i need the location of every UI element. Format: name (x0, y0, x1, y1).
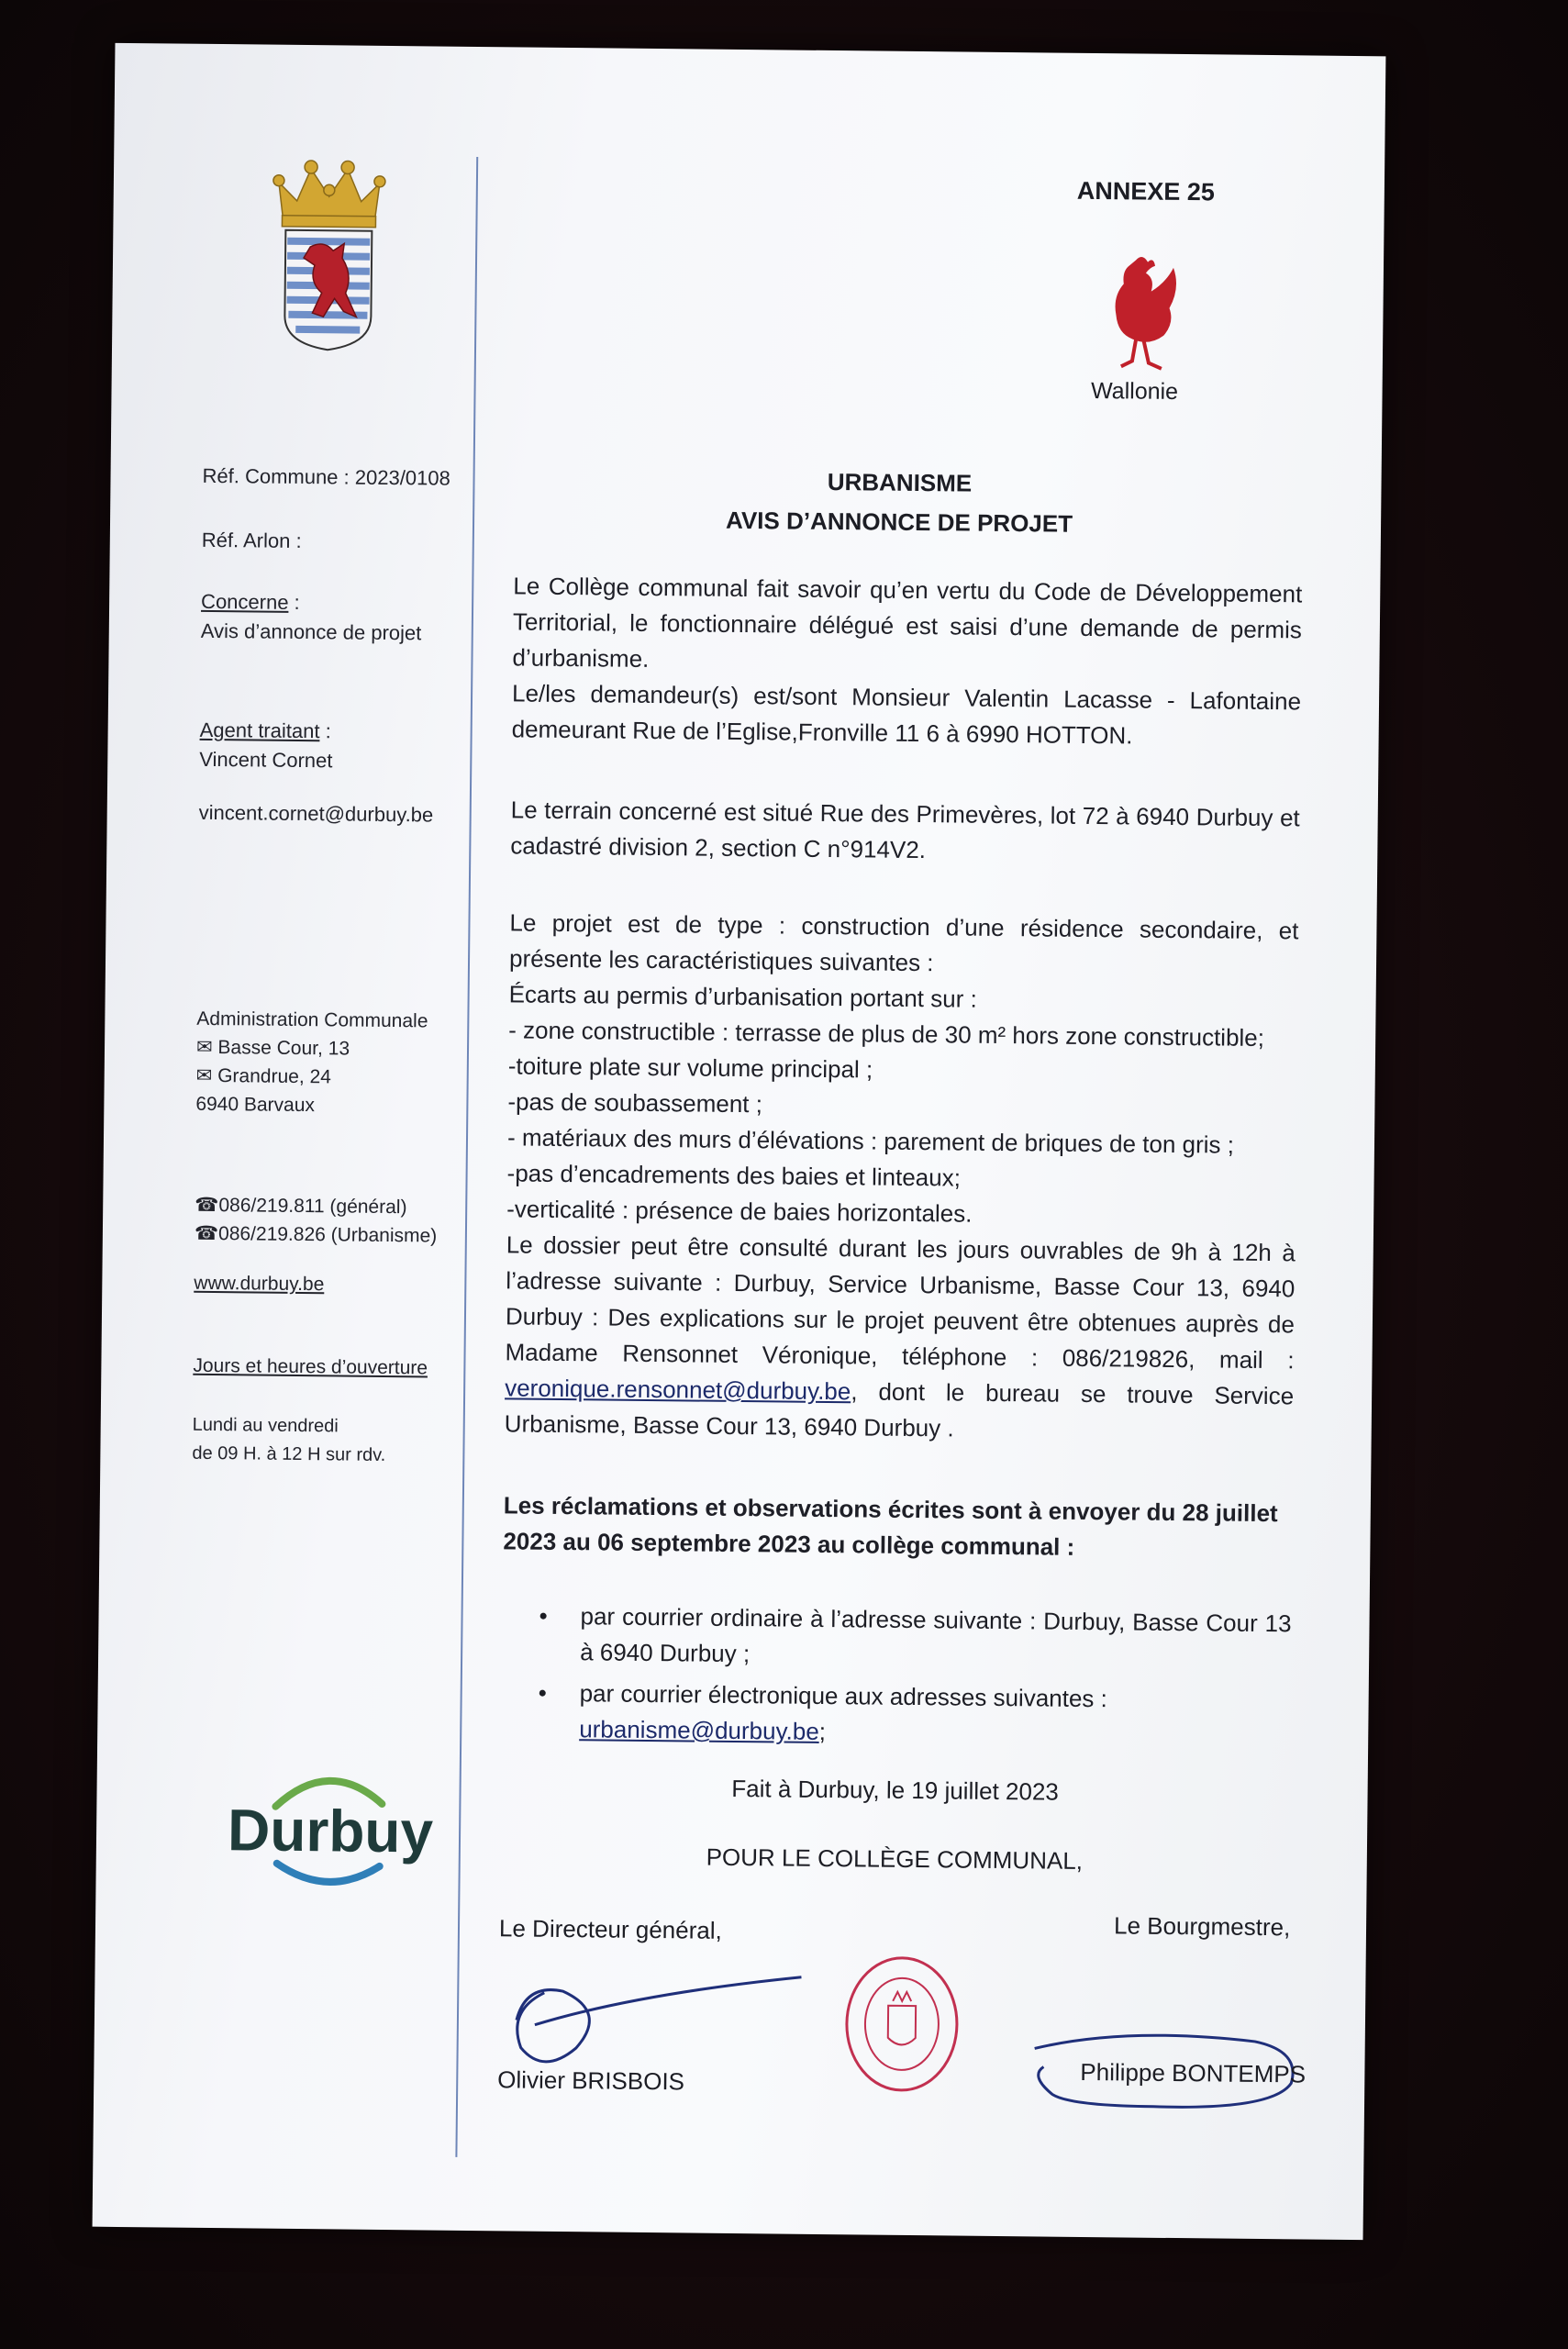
hours-title: Jours et heures d’ouverture (193, 1354, 428, 1379)
list-item: - matériaux des murs d’élévations : parement de briques de ton gris ; (506, 1123, 1235, 1159)
list-item: -pas d’encadrements des baies et linteaux; (506, 1159, 962, 1192)
mayor-title: Le Bourgmestre, (1113, 1911, 1291, 1942)
list-item: • par courrier électronique aux adresses suivantes : urbanisme@durbuy.be; (538, 1678, 1108, 1746)
logo-arcs-icon (219, 1760, 441, 1900)
list-item: • par courrier ordinaire à l’adresse suivante : Durbuy, Basse Cour 13 à 6940 Durbuy ; (539, 1601, 1292, 1668)
list-item: -toiture plate sur volume principal ; (507, 1052, 873, 1084)
director-name: Olivier BRISBOIS (497, 2065, 685, 2096)
contact-bullets (538, 1598, 1292, 1755)
admin-title: Administration Communale (196, 1008, 428, 1032)
envelope-icon: ✉ (195, 1064, 213, 1086)
director-title: Le Directeur général, (498, 1914, 722, 1944)
title-urbanisme: URBANISME (827, 467, 973, 497)
list-item: - zone constructible : terrasse de plus de 30 m² hors zone constructible; (508, 1016, 1265, 1052)
address-city: 6940 Barvaux (195, 1093, 316, 1117)
phone-urbanisme: ☎086/219.826 (Urbanisme) (194, 1222, 438, 1247)
durbuy-logo (219, 1760, 441, 1900)
logo-text: Durbuy (227, 1797, 434, 1865)
website-link[interactable]: www.durbuy.be (194, 1272, 325, 1296)
email-link-rensonnet[interactable]: veronique.rensonnet@durbuy.be (505, 1374, 851, 1406)
paragraph-intro: Le Collège communal fait savoir qu’en vertu du Code de Développement Territorial, le fonctionnaire délégué est saisi d’une demande de permis d’urbanisme. Le/les demandeur(s) est/sont Monsieur Valentin Lacasse - Lafontaine demeurant Rue de l’Eglise,Fronville 11 6 à 6990 HOTTON. (511, 572, 1303, 750)
phone-icon: ☎ (195, 1194, 219, 1217)
annexe-number: ANNEXE 25 (1076, 176, 1216, 206)
notice-document (93, 43, 1386, 2240)
wallonie-label: Wallonie (1090, 377, 1179, 405)
agent-name: Vincent Cornet (199, 747, 333, 773)
hours-time: de 09 H. à 12 H sur rdv. (192, 1442, 386, 1465)
title-avis: AVIS D’ANNONCE DE PROJET (725, 506, 1073, 538)
envelope-icon: ✉ (195, 1036, 213, 1058)
concerne-value: Avis d’annonce de projet (200, 618, 422, 645)
rooster-icon (1084, 250, 1186, 380)
done-at: Fait à Durbuy, le 19 juillet 2023 (731, 1774, 1060, 1806)
paragraph-reclamations: Les réclamations et observations écrites sont à envoyer du 28 juillet 2023 au 06 septembre 2023 au collège communal : (503, 1491, 1278, 1561)
email-link-urbanisme[interactable]: urbanisme@durbuy.be (579, 1715, 819, 1745)
municipal-seal-icon (837, 1950, 967, 2098)
mayor-name: Philippe BONTEMPS (1080, 2057, 1307, 2088)
address-line-1: ✉ Basse Cour, 13 (195, 1036, 350, 1060)
concerne-label: Concerne : (201, 589, 300, 614)
ref-arlon: Réf. Arlon : (201, 528, 302, 552)
list-item: -verticalité : présence de baies horizontales. (506, 1195, 973, 1228)
phone-icon: ☎ (194, 1222, 219, 1245)
paragraph-terrain: Le terrain concerné est situé Rue des Primevères, lot 72 à 6940 Durbuy et cadastré division 2, section C n°914V2. (510, 796, 1300, 864)
column-divider (455, 157, 478, 2157)
list-item: -pas de soubassement ; (507, 1087, 763, 1119)
paragraph-projet: Le projet est de type : construction d’une résidence secondaire, et présente les caractéristiques suivantes : Écarts au permis d’urbanisation portant sur : - zone constructible : terrasse de plus de 30 m² hors zone constructible; -toiture plate sur volume principal ; -pas de soubassement ; - matériaux des murs d’élévations : parement de briques de ton gris ; -pas d’encadrements des baies et linteaux; -verticalité : présence de baies horizontales. Le dossier peut être consulté durant les jours ouvrables de 9h à 12h à l’adresse suivante : Durbuy, Service Urbanisme, Basse Cour 13, 6940 Durbuy : Des explications sur le projet peuvent être obtenues auprès de Madame Rensonnet Véronique, téléphone : 086/219826, mail : veronique.rensonnet@durbuy.be, dont le bureau se trouve Service Urbanisme, Basse Cour 13, 6940 Durbuy . (504, 908, 1299, 1442)
agent-email[interactable]: vincent.cornet@durbuy.be (198, 800, 434, 827)
list-item: Écarts au permis d’urbanisation portant sur : (508, 980, 977, 1013)
agent-label: Agent traitant : (199, 718, 331, 743)
coat-of-arms-icon (268, 155, 389, 353)
ref-commune: Réf. Commune : 2023/0108 (202, 463, 450, 490)
college-line: POUR LE COLLÈGE COMMUNAL, (706, 1842, 1084, 1875)
hours-days: Lundi au vendredi (192, 1414, 339, 1437)
phone-general: ☎086/219.811 (général) (195, 1194, 407, 1219)
address-line-2: ✉ Grandrue, 24 (195, 1064, 332, 1088)
